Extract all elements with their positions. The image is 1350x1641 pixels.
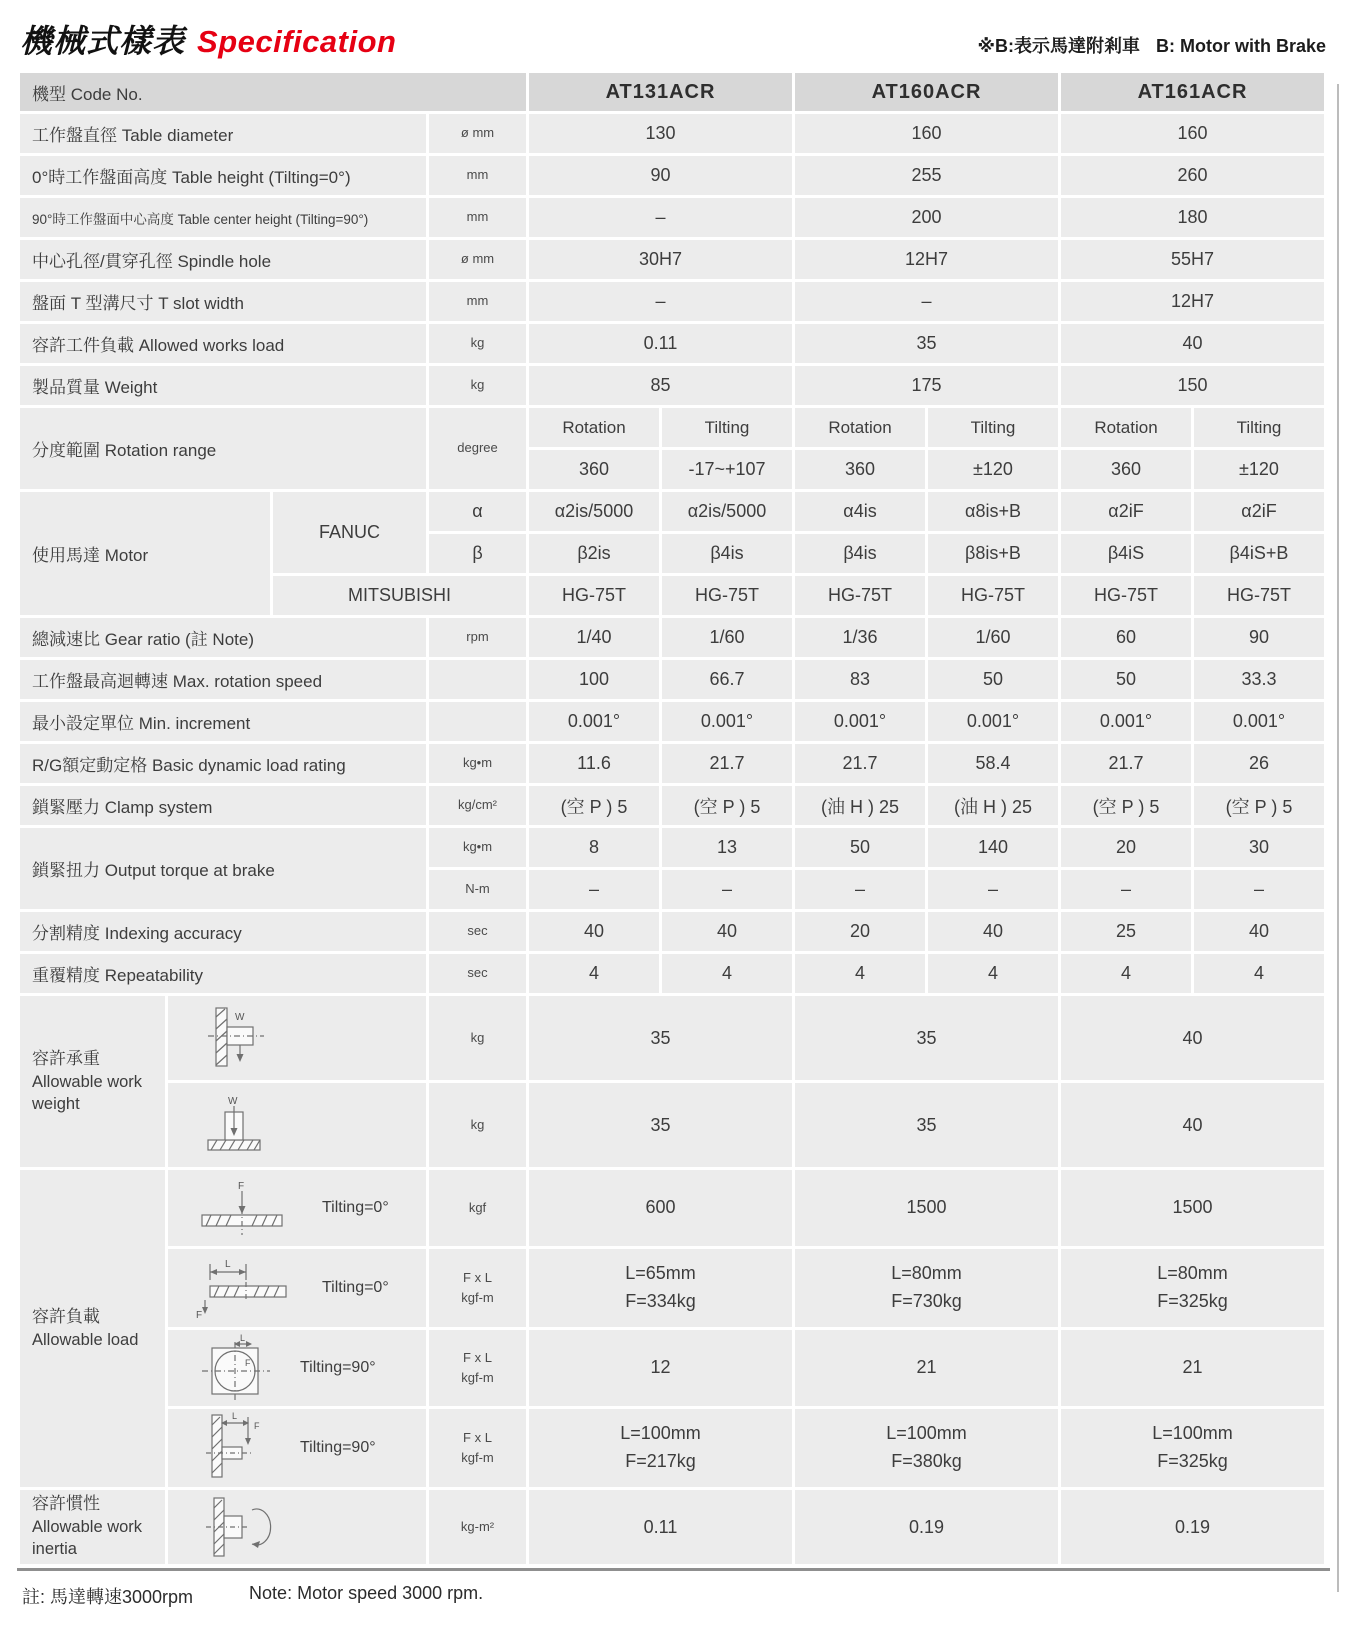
spec-unit: mm: [429, 198, 526, 237]
spec-value: 30H7: [529, 240, 792, 279]
load-side-offset-icon: [194, 1409, 280, 1487]
work-inertia-label-en: Allowable work inertia: [32, 1518, 143, 1559]
model-header: AT160ACR: [795, 73, 1058, 111]
work-inertia-label: [20, 1490, 165, 1564]
value-line: 21: [916, 1357, 937, 1378]
spec-value: 360: [529, 450, 659, 489]
svg-text:L: L: [240, 1334, 246, 1343]
spec-value: HG-75T: [662, 576, 792, 615]
spec-value: 0.001°: [1194, 702, 1324, 741]
allowable-load-row: [20, 1249, 1324, 1327]
spec-value: 4: [1061, 954, 1191, 993]
value-line: F=217kg: [625, 1451, 696, 1471]
tilting-label: Tilting=0°: [322, 1199, 389, 1216]
spec-row: [20, 114, 1324, 153]
icon-cell: [168, 1083, 426, 1167]
unit-line: F x L: [463, 1349, 492, 1365]
spec-value: 140: [928, 828, 1058, 867]
spec-value: [795, 1409, 1058, 1487]
spec-value: –: [529, 198, 792, 237]
spec-value: HG-75T: [1061, 576, 1191, 615]
code-no-label: 機型 Code No.: [20, 73, 526, 111]
spec-value: [1061, 1330, 1324, 1406]
spec-value: α4is: [795, 492, 925, 531]
spec-label: 中心孔徑/貫穿孔徑 Spindle hole: [20, 240, 426, 279]
spec-value: 0.11: [529, 1490, 792, 1564]
spec-value: 83: [795, 660, 925, 699]
motor-brand-mitsubishi: MITSUBISHI: [273, 576, 526, 615]
torque-row-kgm: [20, 828, 1324, 867]
spec-value: β4is: [795, 534, 925, 573]
spec-value: 25: [1061, 912, 1191, 951]
spec-value: –: [662, 870, 792, 909]
spec-row: [20, 156, 1324, 195]
brake-note: [977, 32, 1326, 58]
spec-value: (油 H ) 25: [928, 786, 1058, 825]
icon-cell: [168, 1170, 426, 1246]
spec-label: 盤面 T 型溝尺寸 T slot width: [20, 282, 426, 321]
spec-value: 40: [1194, 912, 1324, 951]
spec-value: 0.19: [1061, 1490, 1324, 1564]
footer-note: [22, 1583, 1350, 1609]
work-inertia-row: [20, 1490, 1324, 1564]
spec-unit: sec: [429, 954, 526, 993]
spec-unit: [429, 1170, 526, 1246]
spec-value: 35: [529, 1083, 792, 1167]
spec-value: 21.7: [1061, 744, 1191, 783]
spec-value: α2is/5000: [662, 492, 792, 531]
spec-value: 4: [529, 954, 659, 993]
model-header: AT131ACR: [529, 73, 792, 111]
work-weight-row: [20, 1083, 1324, 1167]
icon-cell: [168, 996, 426, 1080]
spec-label: 鎖緊扭力 Output torque at brake: [20, 828, 426, 909]
spec-value: HG-75T: [795, 576, 925, 615]
sub-header-tilting: Tilting: [1194, 408, 1324, 447]
spec-value: 0.001°: [662, 702, 792, 741]
svg-text:F: F: [245, 1358, 251, 1368]
spec-label: 工作盤直徑 Table diameter: [20, 114, 426, 153]
spec-row: [20, 198, 1324, 237]
sub-header-rotation: Rotation: [1061, 408, 1191, 447]
unit-line: kgf-m: [461, 1370, 494, 1385]
svg-text:L: L: [232, 1411, 238, 1421]
spec-value: β4iS: [1061, 534, 1191, 573]
allowable-load-label-en: Allowable load: [32, 1330, 139, 1349]
spec-value: 50: [1061, 660, 1191, 699]
spec-value: 1/60: [928, 618, 1058, 657]
spec-value: 30: [1194, 828, 1324, 867]
icon-cell: [168, 1409, 426, 1487]
spec-value: 1/60: [662, 618, 792, 657]
spec-value: [529, 1170, 792, 1246]
table-header-row: [20, 73, 1324, 111]
spec-value: –: [1061, 870, 1191, 909]
spec-value: 4: [1194, 954, 1324, 993]
table-bottom-rule: [17, 1568, 1330, 1571]
spec-row: [20, 324, 1324, 363]
spec-unit: kg: [429, 1083, 526, 1167]
unit-line: kgf-m: [461, 1450, 494, 1465]
svg-text:W: W: [228, 1096, 238, 1107]
spec-unit: [429, 660, 526, 699]
spec-value: -17~+107: [662, 450, 792, 489]
allowable-load-row: [20, 1330, 1324, 1406]
spec-value: 160: [1061, 114, 1324, 153]
spec-value: α8is+B: [928, 492, 1058, 531]
spec-value: [795, 1249, 1058, 1327]
spec-value: 40: [1061, 1083, 1324, 1167]
spec-value: (空 P ) 5: [529, 786, 659, 825]
spec-label: 製品質量 Weight: [20, 366, 426, 405]
sub-header-rotation: Rotation: [795, 408, 925, 447]
spec-value: (空 P ) 5: [1194, 786, 1324, 825]
spec-value: 0.19: [795, 1490, 1058, 1564]
spec-value: (油 H ) 25: [795, 786, 925, 825]
spec-value: 40: [1061, 324, 1324, 363]
spec-value: β4iS+B: [1194, 534, 1324, 573]
sub-header-tilting: Tilting: [928, 408, 1058, 447]
spec-label: 使用馬達 Motor: [20, 492, 270, 615]
spec-value: 8: [529, 828, 659, 867]
spec-value: 35: [795, 996, 1058, 1080]
icon-cell: [168, 1249, 426, 1327]
spec-label: 分度範圍 Rotation range: [20, 408, 426, 489]
spec-unit: [429, 702, 526, 741]
spec-unit: kg•m: [429, 744, 526, 783]
spec-unit: kg: [429, 324, 526, 363]
spec-unit: kg/cm²: [429, 786, 526, 825]
tilting-label: Tilting=90°: [300, 1439, 376, 1456]
value-line: F=730kg: [891, 1291, 962, 1311]
specification-table: [17, 70, 1327, 1567]
spec-unit: kg-m²: [429, 1490, 526, 1564]
spec-label: 總減速比 Gear ratio (註 Note): [20, 618, 426, 657]
spec-value: 58.4: [928, 744, 1058, 783]
spec-label: R/G額定動定格 Basic dynamic load rating: [20, 744, 426, 783]
spec-unit: kg: [429, 366, 526, 405]
spec-value: 1/36: [795, 618, 925, 657]
unit-line: kgf-m: [461, 1290, 494, 1305]
spec-row: [20, 366, 1324, 405]
spec-value: [529, 1409, 792, 1487]
spec-unit: [429, 1330, 526, 1406]
spec-value: 90: [1194, 618, 1324, 657]
spec-unit: [429, 1409, 526, 1487]
spec-value: –: [1194, 870, 1324, 909]
sub-header-rotation: Rotation: [529, 408, 659, 447]
spec-value: 12H7: [1061, 282, 1324, 321]
spec-value: 33.3: [1194, 660, 1324, 699]
spec-value: 40: [928, 912, 1058, 951]
spec-value: ±120: [1194, 450, 1324, 489]
spec-value: β2is: [529, 534, 659, 573]
icon-cell: [168, 1490, 426, 1564]
spec-value: 40: [529, 912, 659, 951]
spec-value: –: [795, 282, 1058, 321]
value-line: L=80mm: [1157, 1263, 1228, 1284]
spec-unit: N-m: [429, 870, 526, 909]
spec-value: [1061, 1249, 1324, 1327]
spec-value: 0.001°: [795, 702, 925, 741]
spec-value: –: [795, 870, 925, 909]
spec-unit: rpm: [429, 618, 526, 657]
spec-value: 360: [795, 450, 925, 489]
spec-value: α2iF: [1194, 492, 1324, 531]
spec-value: 100: [529, 660, 659, 699]
spec-value: β8is+B: [928, 534, 1058, 573]
spec-value: HG-75T: [928, 576, 1058, 615]
load-front-view-icon: [194, 1334, 280, 1402]
motor-alpha-row: [20, 492, 1324, 531]
value-line: 12: [650, 1357, 671, 1378]
spec-value: HG-75T: [1194, 576, 1324, 615]
spec-value: 4: [795, 954, 925, 993]
spec-value: 40: [662, 912, 792, 951]
spec-value: α2is/5000: [529, 492, 659, 531]
spec-value: [1061, 1409, 1324, 1487]
value-line: 1500: [1172, 1197, 1213, 1218]
spec-value: –: [928, 870, 1058, 909]
spec-value: 40: [1061, 996, 1324, 1080]
spec-value: 35: [795, 324, 1058, 363]
spec-label: 工作盤最高迴轉速 Max. rotation speed: [20, 660, 426, 699]
spec-row: [20, 282, 1324, 321]
spec-value: 130: [529, 114, 792, 153]
work-weight-label-en: Allowable work weight: [32, 1072, 143, 1113]
work-weight-top-icon: [194, 1092, 278, 1158]
page-title-zh: 機械式樣表: [20, 23, 186, 59]
svg-text:F: F: [254, 1421, 260, 1431]
spec-value: 150: [1061, 366, 1324, 405]
tilting-label: Tilting=90°: [300, 1359, 376, 1376]
page-title: [20, 16, 396, 62]
rotation-range-header-row: [20, 408, 1324, 447]
work-inertia-icon: [194, 1494, 280, 1560]
spec-value: HG-75T: [529, 576, 659, 615]
spec-value: 200: [795, 198, 1058, 237]
spec-value: 21.7: [795, 744, 925, 783]
brake-note-zh: ※B:表示馬達附剎車: [977, 36, 1140, 56]
spec-value: β4is: [662, 534, 792, 573]
svg-text:F: F: [196, 1310, 203, 1320]
spec-value: α2iF: [1061, 492, 1191, 531]
spec-label: 容許工件負載 Allowed works load: [20, 324, 426, 363]
spec-row: [20, 912, 1324, 951]
value-line: F=380kg: [891, 1451, 962, 1471]
spec-label: 90°時工作盤面中心高度 Table center height (Tilting=90°): [20, 198, 426, 237]
page-header: [0, 0, 1350, 70]
spec-unit: degree: [429, 408, 526, 489]
spec-unit: kg•m: [429, 828, 526, 867]
work-weight-side-icon: [194, 1005, 278, 1071]
svg-text:W: W: [235, 1012, 245, 1023]
load-offset-force-icon: [194, 1256, 302, 1320]
svg-text:L: L: [225, 1259, 231, 1270]
work-weight-row: [20, 996, 1324, 1080]
allowable-load-row: [20, 1409, 1324, 1487]
spec-value: 11.6: [529, 744, 659, 783]
value-line: F=325kg: [1157, 1291, 1228, 1311]
model-header: AT161ACR: [1061, 73, 1324, 111]
work-weight-label: [20, 996, 165, 1167]
spec-unit: sec: [429, 912, 526, 951]
spec-row: [20, 702, 1324, 741]
tilting-label: Tilting=0°: [322, 1279, 389, 1296]
spec-value: 90: [529, 156, 792, 195]
value-line: L=100mm: [620, 1423, 701, 1444]
spec-label: 0°時工作盤面高度 Table height (Tilting=0°): [20, 156, 426, 195]
spec-value: –: [529, 870, 659, 909]
unit-line: kgf: [468, 1199, 487, 1215]
load-center-force-icon: [194, 1179, 302, 1237]
sub-header-tilting: Tilting: [662, 408, 792, 447]
value-line: 1500: [906, 1197, 947, 1218]
allowable-load-row: [20, 1170, 1324, 1246]
spec-value: 0.001°: [928, 702, 1058, 741]
brake-note-en: B: Motor with Brake: [1155, 36, 1326, 56]
value-line: F=334kg: [625, 1291, 696, 1311]
alpha-symbol: α: [429, 492, 526, 531]
spec-unit: kg: [429, 996, 526, 1080]
spec-value: 160: [795, 114, 1058, 153]
spec-unit: ø mm: [429, 240, 526, 279]
spec-value: (空 P ) 5: [662, 786, 792, 825]
value-line: 21: [1182, 1357, 1203, 1378]
spec-label: 最小設定單位 Min. increment: [20, 702, 426, 741]
spec-value: 0.11: [529, 324, 792, 363]
footer-note-zh: 註: 馬達轉速3000rpm: [22, 1587, 194, 1607]
spec-value: 0.001°: [529, 702, 659, 741]
value-line: L=100mm: [886, 1423, 967, 1444]
spec-value: 55H7: [1061, 240, 1324, 279]
work-weight-label-zh: 容許承重: [32, 1048, 100, 1068]
spec-value: 66.7: [662, 660, 792, 699]
spec-value: (空 P ) 5: [1061, 786, 1191, 825]
spec-unit: mm: [429, 156, 526, 195]
spec-value: 26: [1194, 744, 1324, 783]
spec-value: 20: [795, 912, 925, 951]
beta-symbol: β: [429, 534, 526, 573]
page-edge-line: [1337, 84, 1339, 1592]
value-line: 600: [645, 1197, 676, 1218]
spec-value: 35: [795, 1083, 1058, 1167]
spec-row: [20, 954, 1324, 993]
spec-value: 13: [662, 828, 792, 867]
spec-value: 4: [662, 954, 792, 993]
spec-row: [20, 618, 1324, 657]
spec-value: 4: [928, 954, 1058, 993]
spec-value: 60: [1061, 618, 1191, 657]
spec-value: 180: [1061, 198, 1324, 237]
spec-value: 175: [795, 366, 1058, 405]
value-line: L=65mm: [625, 1263, 696, 1284]
spec-value: –: [529, 282, 792, 321]
icon-cell: [168, 1330, 426, 1406]
allowable-load-label-zh: 容許負載: [32, 1306, 100, 1326]
spec-label: 重覆精度 Repeatability: [20, 954, 426, 993]
spec-row: [20, 240, 1324, 279]
spec-value: 360: [1061, 450, 1191, 489]
spec-value: 21.7: [662, 744, 792, 783]
spec-value: ±120: [928, 450, 1058, 489]
unit-line: F x L: [463, 1429, 492, 1445]
svg-text:F: F: [238, 1181, 245, 1192]
spec-value: 50: [928, 660, 1058, 699]
spec-value: [529, 1330, 792, 1406]
spec-value: [1061, 1170, 1324, 1246]
work-inertia-label-zh: 容許慣性: [32, 1494, 100, 1514]
value-line: L=80mm: [891, 1263, 962, 1284]
motor-brand-fanuc: FANUC: [273, 492, 426, 573]
spec-label: 鎖緊壓力 Clamp system: [20, 786, 426, 825]
spec-row: [20, 744, 1324, 783]
spec-label: 分割精度 Indexing accuracy: [20, 912, 426, 951]
spec-row: [20, 660, 1324, 699]
allowable-load-label: [20, 1170, 165, 1487]
spec-unit: [429, 1249, 526, 1327]
spec-value: 12H7: [795, 240, 1058, 279]
spec-value: 85: [529, 366, 792, 405]
spec-value: 0.001°: [1061, 702, 1191, 741]
spec-value: [795, 1330, 1058, 1406]
spec-unit: ø mm: [429, 114, 526, 153]
spec-value: 255: [795, 156, 1058, 195]
value-line: L=100mm: [1152, 1423, 1233, 1444]
spec-value: [795, 1170, 1058, 1246]
footer-note-en: Note: Motor speed 3000 rpm.: [249, 1583, 484, 1603]
spec-value: 260: [1061, 156, 1324, 195]
spec-value: [529, 1249, 792, 1327]
spec-value: 1/40: [529, 618, 659, 657]
spec-value: 50: [795, 828, 925, 867]
page-title-en: Specification: [197, 24, 397, 59]
spec-value: 20: [1061, 828, 1191, 867]
spec-row: [20, 786, 1324, 825]
value-line: F=325kg: [1157, 1451, 1228, 1471]
unit-line: F x L: [463, 1269, 492, 1285]
spec-value: 35: [529, 996, 792, 1080]
spec-unit: mm: [429, 282, 526, 321]
